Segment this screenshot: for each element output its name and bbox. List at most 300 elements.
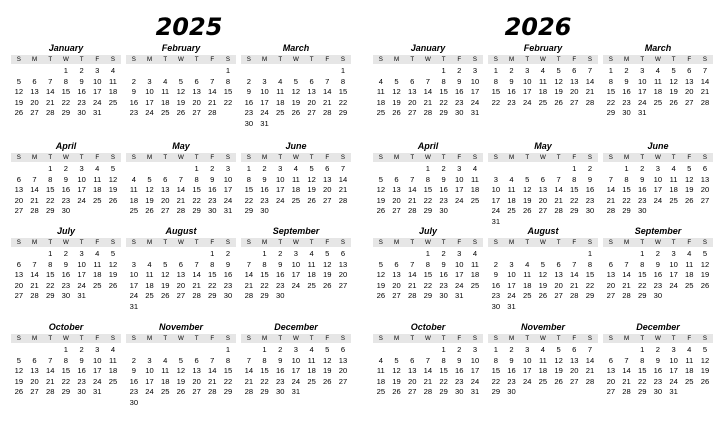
day-number: 9	[655, 355, 661, 365]
empty-cell	[42, 66, 58, 77]
day-number: 9	[457, 355, 462, 365]
day-number: 30	[61, 291, 71, 301]
weekday-label: M	[508, 335, 515, 342]
weekday-header	[373, 153, 483, 162]
month-name: March	[644, 43, 672, 53]
day-number: 14	[30, 185, 39, 195]
day-number: 24	[129, 291, 139, 301]
day-number: 17	[522, 366, 532, 376]
day-number: 5	[687, 164, 692, 173]
weekday-header	[126, 238, 236, 247]
day-number: 3	[457, 249, 462, 258]
weekday-label: T	[163, 56, 168, 63]
day-number: 11	[376, 366, 385, 376]
weekday-label: T	[278, 56, 283, 63]
weekday-label: S	[587, 56, 593, 63]
day-number: 5	[163, 259, 168, 269]
day-number: 28	[423, 387, 433, 397]
day-number: 3	[95, 66, 100, 75]
weekday-label: W	[177, 335, 184, 342]
empty-cell	[504, 164, 520, 175]
day-number: 29	[637, 387, 647, 397]
day-grid	[241, 66, 351, 130]
day-number: 2	[441, 249, 446, 258]
weekday-label: S	[225, 335, 231, 342]
month-name: November	[520, 322, 565, 332]
weekday-label: W	[62, 154, 69, 161]
day-number: 9	[457, 76, 462, 86]
day-number: 13	[30, 87, 39, 97]
day-number: 11	[538, 355, 547, 365]
weekday-header	[603, 334, 713, 343]
day-number: 21	[423, 97, 433, 107]
day-number: 19	[522, 195, 532, 205]
day-number: 15	[491, 87, 501, 97]
day-number: 7	[178, 174, 184, 184]
day-number: 1	[608, 66, 613, 75]
day-number: 11	[653, 76, 662, 86]
weekday-label: F	[457, 239, 462, 246]
day-number: 13	[14, 185, 24, 195]
weekday-label: T	[556, 56, 561, 63]
weekday-label: W	[654, 335, 661, 342]
month-june	[603, 141, 713, 217]
day-number: 25	[538, 376, 548, 386]
day-number: 27	[606, 291, 616, 301]
day-grid	[603, 164, 713, 217]
day-number: 6	[608, 355, 613, 365]
day-number: 31	[129, 301, 139, 311]
day-number: 13	[160, 185, 170, 195]
day-number: 27	[160, 206, 170, 216]
empty-cell	[404, 345, 420, 356]
weekday-label: T	[194, 154, 199, 161]
weekday-label: T	[278, 239, 283, 246]
weekday-label: W	[62, 239, 69, 246]
day-number: 13	[570, 355, 579, 365]
day-number: 17	[129, 280, 139, 290]
weekday-label: S	[702, 56, 708, 63]
day-number: 2	[262, 164, 267, 173]
day-number: 22	[423, 195, 433, 205]
empty-cell	[173, 249, 189, 260]
day-number: 20	[176, 280, 186, 290]
weekday-label: T	[556, 154, 561, 161]
day-number: 2	[457, 345, 462, 354]
day-number: 17	[223, 185, 233, 195]
day-number: 23	[439, 195, 448, 205]
day-number: 26	[700, 376, 710, 386]
day-number: 9	[441, 259, 446, 269]
day-number: 30	[439, 206, 448, 216]
empty-cell	[257, 66, 273, 77]
weekday-header	[241, 334, 351, 343]
day-number: 13	[407, 366, 417, 376]
weekday-label: T	[525, 239, 530, 246]
day-number: 8	[225, 355, 231, 365]
day-number: 21	[407, 280, 417, 290]
day-number: 28	[407, 291, 417, 301]
day-number: 26	[176, 387, 186, 397]
day-number: 27	[338, 376, 348, 386]
day-number: 26	[145, 206, 154, 216]
day-number: 16	[585, 185, 595, 195]
weekday-label: F	[687, 154, 692, 161]
weekday-label: M	[623, 335, 630, 342]
day-number: 23	[244, 108, 254, 118]
day-number: 1	[425, 249, 431, 258]
month-name: October	[48, 322, 84, 332]
day-number: 23	[637, 195, 647, 205]
day-number: 10	[77, 259, 86, 269]
weekday-label: S	[246, 154, 251, 161]
day-number: 26	[669, 97, 678, 107]
day-number: 29	[61, 387, 71, 397]
day-number: 24	[260, 108, 269, 118]
day-number: 18	[160, 97, 170, 107]
weekday-label: T	[671, 154, 676, 161]
empty-cell	[404, 249, 420, 260]
weekday-header	[241, 153, 351, 162]
weekday-header	[11, 334, 121, 343]
day-number: 10	[470, 76, 480, 86]
empty-cell	[488, 164, 504, 175]
day-grid	[126, 66, 236, 119]
day-number: 12	[538, 270, 548, 280]
day-number: 26	[323, 280, 332, 290]
day-number: 16	[223, 270, 233, 280]
month-name: November	[158, 322, 203, 332]
day-number: 13	[323, 174, 332, 184]
day-number: 6	[394, 259, 399, 269]
empty-cell	[603, 164, 619, 175]
day-number: 1	[624, 164, 629, 173]
day-grid	[603, 345, 713, 398]
day-number: 26	[392, 108, 401, 118]
day-number: 9	[262, 174, 267, 184]
day-number: 26	[160, 291, 170, 301]
day-number: 18	[93, 270, 102, 280]
month-name: May	[534, 141, 552, 151]
day-number: 3	[671, 249, 676, 258]
weekday-label: F	[95, 56, 100, 63]
day-number: 11	[307, 259, 316, 269]
empty-cell	[519, 249, 535, 260]
day-number: 30	[622, 108, 631, 118]
weekday-label: T	[48, 239, 53, 246]
day-number: 2	[655, 345, 661, 354]
weekday-label: M	[146, 335, 153, 342]
day-number: 23	[455, 97, 464, 107]
day-number: 17	[522, 87, 532, 97]
empty-cell	[173, 345, 189, 356]
day-number: 27	[570, 97, 579, 107]
month-june	[241, 141, 351, 217]
day-number: 19	[108, 185, 118, 195]
day-number: 17	[77, 185, 86, 195]
weekday-label: W	[292, 239, 299, 246]
weekday-label: S	[131, 154, 136, 161]
day-number: 4	[278, 76, 283, 86]
day-number: 15	[260, 270, 269, 280]
weekday-label: S	[378, 56, 383, 63]
day-number: 12	[160, 270, 170, 280]
day-number: 30	[129, 397, 139, 407]
day-number: 31	[455, 291, 464, 301]
weekday-label: S	[340, 239, 346, 246]
day-number: 24	[491, 206, 501, 216]
day-number: 19	[392, 376, 401, 386]
day-number: 14	[45, 87, 55, 97]
day-number: 8	[587, 259, 593, 269]
day-number: 27	[30, 387, 39, 397]
day-number: 10	[129, 270, 139, 280]
day-number: 27	[685, 97, 694, 107]
day-number: 7	[624, 259, 629, 269]
weekday-label: S	[608, 56, 613, 63]
day-number: 31	[223, 206, 233, 216]
weekday-label: T	[640, 239, 645, 246]
day-number: 13	[14, 270, 24, 280]
day-grid	[373, 164, 483, 217]
day-number: 15	[637, 366, 647, 376]
day-number: 28	[622, 387, 631, 397]
weekday-label: F	[210, 335, 215, 342]
day-number: 10	[260, 87, 269, 97]
day-number: 26	[700, 280, 710, 290]
day-number: 11	[109, 76, 117, 86]
day-number: 4	[131, 174, 136, 184]
day-number: 11	[538, 76, 547, 86]
day-number: 18	[129, 195, 139, 205]
day-number: 24	[291, 376, 301, 386]
day-number: 18	[376, 97, 386, 107]
weekday-label: T	[556, 335, 561, 342]
weekday-label: S	[702, 239, 708, 246]
day-number: 8	[441, 355, 446, 365]
weekday-header	[126, 55, 236, 64]
day-number: 6	[572, 66, 577, 75]
day-number: 12	[685, 174, 694, 184]
day-number: 30	[439, 291, 448, 301]
day-number: 16	[507, 366, 516, 376]
day-number: 17	[653, 185, 663, 195]
day-number: 16	[77, 87, 86, 97]
month-name: July	[418, 226, 437, 236]
day-number: 21	[45, 97, 55, 107]
day-number: 22	[423, 280, 433, 290]
day-number: 15	[606, 87, 616, 97]
weekday-label: S	[131, 239, 136, 246]
day-number: 28	[423, 108, 433, 118]
day-number: 14	[554, 185, 563, 195]
day-number: 7	[48, 76, 53, 86]
weekday-header	[488, 238, 598, 247]
day-number: 19	[376, 195, 386, 205]
day-number: 30	[637, 206, 647, 216]
empty-cell	[11, 345, 27, 356]
weekday-label: T	[163, 335, 168, 342]
weekday-label: W	[424, 335, 431, 342]
day-number: 18	[685, 366, 694, 376]
day-number: 20	[392, 280, 401, 290]
day-number: 3	[147, 355, 152, 365]
weekday-label: S	[587, 154, 593, 161]
day-number: 2	[587, 164, 593, 173]
day-number: 2	[131, 355, 136, 365]
day-number: 11	[276, 87, 285, 97]
day-number: 12	[307, 174, 316, 184]
day-number: 25	[307, 280, 316, 290]
day-number: 31	[637, 108, 647, 118]
day-number: 21	[622, 280, 631, 290]
weekday-label: S	[246, 335, 251, 342]
day-number: 12	[108, 259, 118, 269]
weekday-header	[126, 334, 236, 343]
day-number: 25	[538, 97, 548, 107]
day-grid	[488, 345, 598, 398]
day-number: 6	[687, 66, 692, 75]
day-number: 3	[525, 345, 530, 354]
month-name: July	[56, 226, 75, 236]
day-number: 5	[525, 174, 530, 184]
day-number: 22	[439, 376, 448, 386]
day-number: 10	[653, 174, 663, 184]
day-number: 15	[223, 366, 233, 376]
day-number: 9	[655, 259, 661, 269]
day-number: 24	[669, 280, 678, 290]
day-number: 29	[45, 206, 55, 216]
day-number: 7	[425, 76, 431, 86]
empty-cell	[189, 66, 205, 77]
day-number: 21	[244, 280, 254, 290]
day-number: 11	[471, 174, 479, 184]
day-number: 29	[622, 206, 631, 216]
day-number: 25	[108, 376, 118, 386]
day-number: 19	[160, 280, 170, 290]
day-number: 9	[63, 259, 69, 269]
day-number: 8	[624, 174, 629, 184]
day-number: 14	[208, 87, 217, 97]
day-number: 21	[585, 87, 595, 97]
day-number: 14	[407, 270, 417, 280]
weekday-header	[11, 238, 121, 247]
weekday-label: F	[325, 335, 330, 342]
day-number: 13	[307, 87, 316, 97]
empty-cell	[603, 345, 619, 356]
day-number: 15	[585, 270, 595, 280]
day-number: 16	[129, 376, 139, 386]
day-number: 12	[14, 87, 24, 97]
day-number: 3	[457, 164, 462, 173]
day-number: 7	[624, 355, 629, 365]
day-number: 21	[606, 195, 616, 205]
day-number: 1	[640, 249, 645, 258]
day-number: 13	[554, 270, 563, 280]
day-number: 7	[556, 174, 561, 184]
empty-cell	[272, 66, 288, 77]
day-number: 21	[338, 185, 348, 195]
day-number: 4	[671, 164, 676, 173]
day-number: 18	[470, 270, 480, 280]
day-number: 17	[145, 97, 154, 107]
day-number: 23	[208, 195, 217, 205]
day-number: 18	[507, 195, 516, 205]
day-number: 29	[61, 108, 71, 118]
weekday-label: S	[587, 239, 593, 246]
day-number: 30	[585, 206, 595, 216]
day-number: 5	[671, 66, 676, 75]
day-number: 19	[176, 376, 186, 386]
day-number: 29	[491, 387, 501, 397]
day-number: 24	[77, 195, 86, 205]
day-number: 23	[622, 97, 631, 107]
day-number: 23	[260, 195, 269, 205]
year-title: 2025	[155, 13, 223, 41]
day-number: 6	[194, 76, 199, 86]
day-number: 1	[493, 345, 498, 354]
day-number: 3	[472, 66, 478, 75]
day-number: 7	[32, 174, 37, 184]
day-number: 6	[16, 259, 21, 269]
empty-cell	[11, 164, 27, 175]
day-number: 25	[291, 195, 301, 205]
month-february	[488, 43, 598, 108]
day-number: 19	[685, 185, 694, 195]
day-number: 13	[176, 270, 186, 280]
weekday-label: M	[508, 154, 515, 161]
day-number: 22	[192, 195, 201, 205]
day-number: 14	[176, 185, 186, 195]
day-number: 28	[606, 206, 616, 216]
day-number: 4	[540, 66, 546, 75]
day-number: 22	[244, 195, 254, 205]
weekday-label: S	[110, 154, 116, 161]
day-number: 7	[48, 355, 53, 365]
day-number: 2	[131, 76, 136, 86]
weekday-label: S	[16, 56, 21, 63]
weekday-label: S	[493, 154, 498, 161]
day-number: 26	[307, 195, 316, 205]
empty-cell	[551, 249, 567, 260]
day-number: 12	[554, 76, 563, 86]
day-number: 3	[509, 259, 514, 269]
day-number: 17	[470, 87, 480, 97]
day-number: 21	[30, 195, 39, 205]
empty-cell	[204, 345, 220, 356]
day-number: 29	[439, 108, 448, 118]
day-number: 17	[669, 270, 678, 280]
day-number: 26	[392, 387, 401, 397]
day-number: 28	[700, 97, 710, 107]
day-number: 6	[556, 259, 561, 269]
month-august	[488, 226, 598, 313]
weekday-label: T	[79, 154, 84, 161]
day-number: 8	[48, 174, 53, 184]
empty-cell	[389, 66, 405, 77]
day-number: 24	[470, 376, 480, 386]
day-number: 28	[585, 376, 595, 386]
day-number: 7	[425, 355, 431, 365]
empty-cell	[173, 164, 189, 175]
day-number: 20	[192, 376, 201, 386]
day-number: 2	[278, 345, 283, 354]
day-number: 10	[470, 355, 480, 365]
weekday-label: M	[623, 154, 630, 161]
month-august	[126, 226, 236, 313]
day-number: 24	[455, 280, 464, 290]
day-number: 21	[192, 280, 201, 290]
